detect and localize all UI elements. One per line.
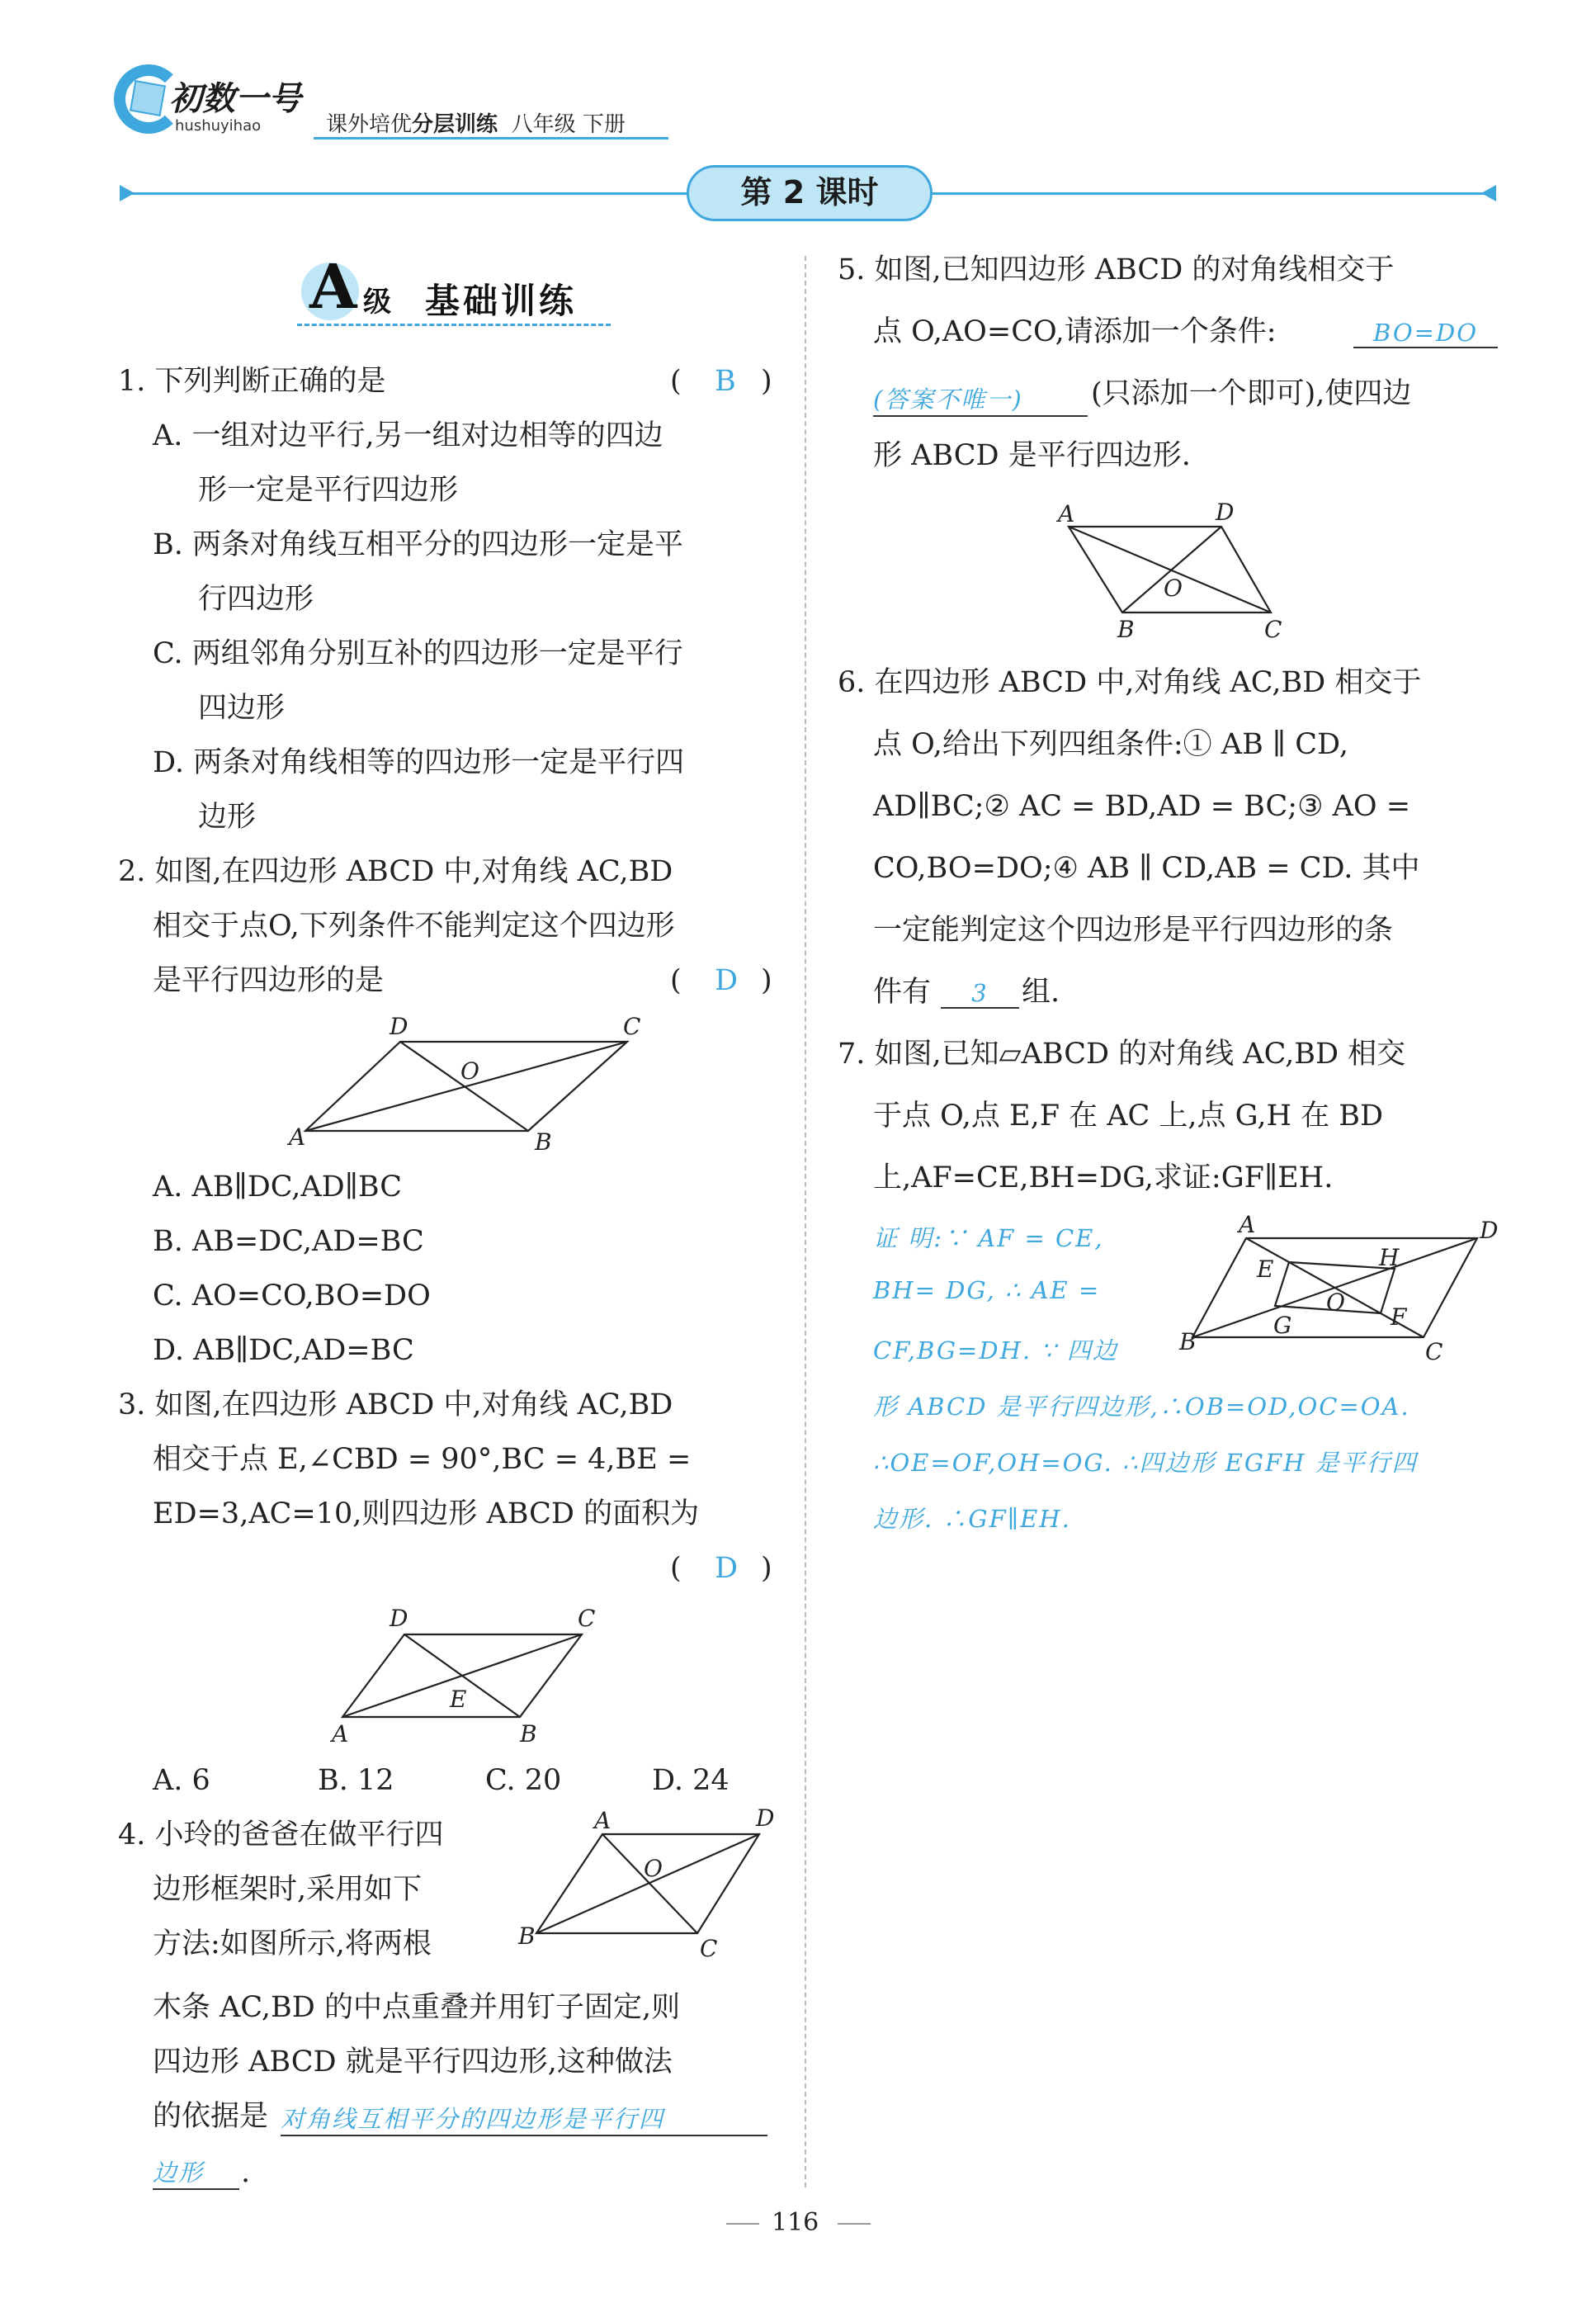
- q4-line5: 四边形 ABCD 就是平行四边形,这种做法: [153, 2046, 673, 2079]
- book-title-suffix: 八年级 下册: [511, 112, 626, 137]
- q7-line3: 上,AF=CE,BH=DG,求证:GF∥EH.: [873, 1161, 1334, 1194]
- arrow-left-icon: [1481, 185, 1496, 201]
- level-letter: A: [309, 252, 357, 323]
- q7-figure: [1179, 1209, 1499, 1374]
- logo-subtitle: hushuyihao: [175, 117, 262, 135]
- q3-line1: 3. 如图,在四边形 ABCD 中,对角线 AC,BD: [118, 1388, 673, 1421]
- q1-option-a-line2: 形一定是平行四边形: [198, 474, 459, 507]
- section-title: 基础训练: [425, 281, 578, 321]
- arrow-right-icon: [120, 185, 135, 201]
- q7-label-b: B: [1179, 1328, 1197, 1355]
- q7-proof-line1: 证 明:∵ AF = CE,: [873, 1224, 1104, 1252]
- q4-end-period: .: [241, 2156, 251, 2189]
- q6-line5: 一定能判定这个四边形是平行四边形的条: [873, 914, 1394, 947]
- q5-label-c: C: [1264, 616, 1282, 643]
- q3-option-d: D. 24: [652, 1764, 730, 1797]
- q4-line3: 方法:如图所示,将两根: [153, 1927, 432, 1960]
- q6-line2: 点 O,给出下列四组条件:① AB ∥ CD,: [873, 728, 1348, 761]
- q6-line3: AD∥BC;② AC = BD,AD = BC;③ AO =: [873, 790, 1411, 823]
- q7-label-e: E: [1257, 1256, 1274, 1283]
- q3-paren-right: ): [761, 1552, 772, 1585]
- q4-label-a: A: [594, 1807, 611, 1834]
- q2-option-b: B. AB=DC,AD=BC: [153, 1225, 424, 1258]
- page-number-dash-right: [838, 2223, 871, 2225]
- q2-option-d: D. AB∥DC,AD=BC: [153, 1334, 414, 1367]
- q4-figure: [512, 1804, 784, 1965]
- q2-option-a: A. AB∥DC,AD∥BC: [153, 1171, 403, 1204]
- q3-option-b: B. 12: [318, 1764, 394, 1797]
- q1-paren-right: ): [761, 365, 772, 398]
- q2-figure: [281, 1011, 652, 1160]
- q3-label-e: E: [450, 1686, 467, 1713]
- q1-stem: 1. 下列判断正确的是: [118, 365, 386, 398]
- q4-line1: 4. 小玲的爸爸在做平行四: [118, 1818, 444, 1852]
- q1-answer: B: [715, 365, 736, 398]
- q5-answer-line2: (答案不唯一): [873, 381, 1088, 417]
- q2-label-d: D: [390, 1013, 408, 1040]
- q4-answer-line1: 对角线互相平分的四边形是平行四: [281, 2101, 767, 2136]
- q2-line2: 相交于点O,下列条件不能判定这个四边形: [153, 910, 675, 943]
- q3-label-a: A: [332, 1720, 349, 1748]
- q6-line1: 6. 在四边形 ABCD 中,对角线 AC,BD 相交于: [838, 666, 1422, 699]
- q3-label-d: D: [390, 1605, 408, 1632]
- q2-line3: 是平行四边形的是: [153, 964, 385, 997]
- logo-title: 初数一号: [169, 80, 301, 118]
- q5-label-a: A: [1058, 500, 1075, 527]
- q1-option-c-line2: 四边形: [198, 692, 286, 725]
- q1-option-b-line2: 行四边形: [198, 583, 314, 616]
- q7-line2: 于点 O,点 E,F 在 AC 上,点 G,H 在 BD: [873, 1100, 1384, 1133]
- q5-figure: [1048, 495, 1296, 648]
- q4-line4: 木条 AC,BD 的中点重叠并用钉子固定,则: [153, 1991, 681, 2024]
- q7-proof-line5: ∴OE=OF,OH=OG. ∴四边形 EGFH 是平行四: [873, 1449, 1418, 1477]
- q1-option-b-line1: B. 两条对角线互相平分的四边形一定是平: [153, 528, 683, 561]
- q2-option-c: C. AO=CO,BO=DO: [153, 1279, 431, 1312]
- q4-label-o: O: [644, 1855, 663, 1882]
- q4-label-c: C: [700, 1935, 718, 1962]
- q2-label-c: C: [623, 1013, 641, 1040]
- q7-diagonal-bd: [1192, 1238, 1477, 1337]
- level-word: 级: [363, 286, 391, 319]
- q2-paren-right: ): [761, 964, 772, 997]
- q3-answer: D: [715, 1552, 739, 1585]
- book-title-bold: 分层训练: [412, 112, 498, 137]
- q5-line1: 5. 如图,已知四边形 ABCD 的对角线相交于: [838, 253, 1395, 286]
- q7-label-c: C: [1425, 1338, 1443, 1365]
- q3-option-a: A. 6: [153, 1764, 210, 1797]
- q3-line3: ED=3,AC=10,则四边形 ABCD 的面积为: [153, 1497, 700, 1530]
- q7-label-a: A: [1239, 1211, 1256, 1238]
- book-title: [326, 107, 626, 138]
- q4-line2: 边形框架时,采用如下: [153, 1873, 423, 1906]
- q7-proof-line2: BH= DG, ∴ AE =: [873, 1276, 1101, 1304]
- q7-label-h: H: [1379, 1244, 1400, 1271]
- q5-label-d: D: [1216, 499, 1235, 526]
- section-underline: [297, 324, 611, 326]
- q7-label-d: D: [1480, 1217, 1499, 1244]
- q7-proof-line6: 边形. ∴GF∥EH.: [873, 1505, 1071, 1533]
- q5-label-b: B: [1117, 616, 1135, 643]
- q2-diagonal-bd: [400, 1042, 528, 1131]
- q4-answer-line2: 边形: [153, 2154, 239, 2190]
- q4-label-b: B: [518, 1923, 536, 1950]
- q6-line6-start: 件有: [873, 976, 932, 1009]
- q2-paren-left: (: [670, 964, 682, 997]
- q2-line1: 2. 如图,在四边形 ABCD 中,对角线 AC,BD: [118, 855, 673, 888]
- q4-line6: 的依据是: [153, 2100, 269, 2133]
- page-number-dash-left: [726, 2223, 759, 2225]
- q2-label-b: B: [535, 1128, 552, 1156]
- q3-paren-left: (: [670, 1552, 682, 1585]
- q3-label-b: B: [520, 1720, 537, 1748]
- q5-label-o: O: [1164, 575, 1183, 602]
- q1-option-a-line1: A. 一组对边平行,另一组对边相等的四边: [153, 419, 663, 452]
- q3-label-c: C: [578, 1605, 596, 1632]
- q2-label-a: A: [289, 1123, 306, 1151]
- q7-label-g: G: [1273, 1312, 1292, 1339]
- q7-label-f: F: [1391, 1303, 1407, 1331]
- q6-line4: CO,BO=DO;④ AB ∥ CD,AB = CD. 其中: [873, 852, 1420, 885]
- q5-line4: 形 ABCD 是平行四边形.: [873, 439, 1191, 472]
- q7-proof-line4: 形 ABCD 是平行四边形,∴OB=OD,OC=OA.: [873, 1393, 1410, 1421]
- q4-label-d: D: [756, 1804, 775, 1832]
- page-number: 116: [772, 2208, 819, 2237]
- q5-line2: 点 O,AO=CO,请添加一个条件:: [873, 315, 1277, 348]
- q1-option-c-line1: C. 两组邻角分别互补的四边形一定是平行: [153, 637, 683, 670]
- q2-answer: D: [715, 964, 739, 997]
- logo-cube-icon: [130, 80, 166, 116]
- header-underline: [314, 137, 668, 140]
- q1-option-d-line2: 边形: [198, 801, 257, 834]
- q6-answer: 3: [941, 979, 1019, 1009]
- q7-line1: 7. 如图,已知▱ABCD 的对角线 AC,BD 相交: [838, 1038, 1406, 1071]
- q7-label-o: O: [1326, 1289, 1345, 1316]
- q5-line3: (只添加一个即可),使四边: [1091, 377, 1412, 410]
- book-title-prefix: 课外培优: [326, 112, 413, 137]
- q3-option-c: C. 20: [485, 1764, 562, 1797]
- q3-figure: [322, 1601, 602, 1746]
- q1-option-d-line1: D. 两条对角线相等的四边形一定是平行四: [153, 746, 685, 779]
- q3-line2: 相交于点 E,∠CBD = 90°,BC = 4,BE =: [153, 1443, 692, 1476]
- q6-line6-end: 组.: [1022, 976, 1060, 1009]
- q1-paren-left: (: [670, 365, 682, 398]
- column-divider: [805, 256, 806, 2187]
- q2-label-o: O: [460, 1057, 479, 1085]
- q7-proof-line3: CF,BG=DH. ∵ 四边: [873, 1336, 1118, 1364]
- lesson-badge: 第 2 课时: [687, 165, 933, 221]
- q5-answer-line1: BO=DO: [1353, 319, 1498, 348]
